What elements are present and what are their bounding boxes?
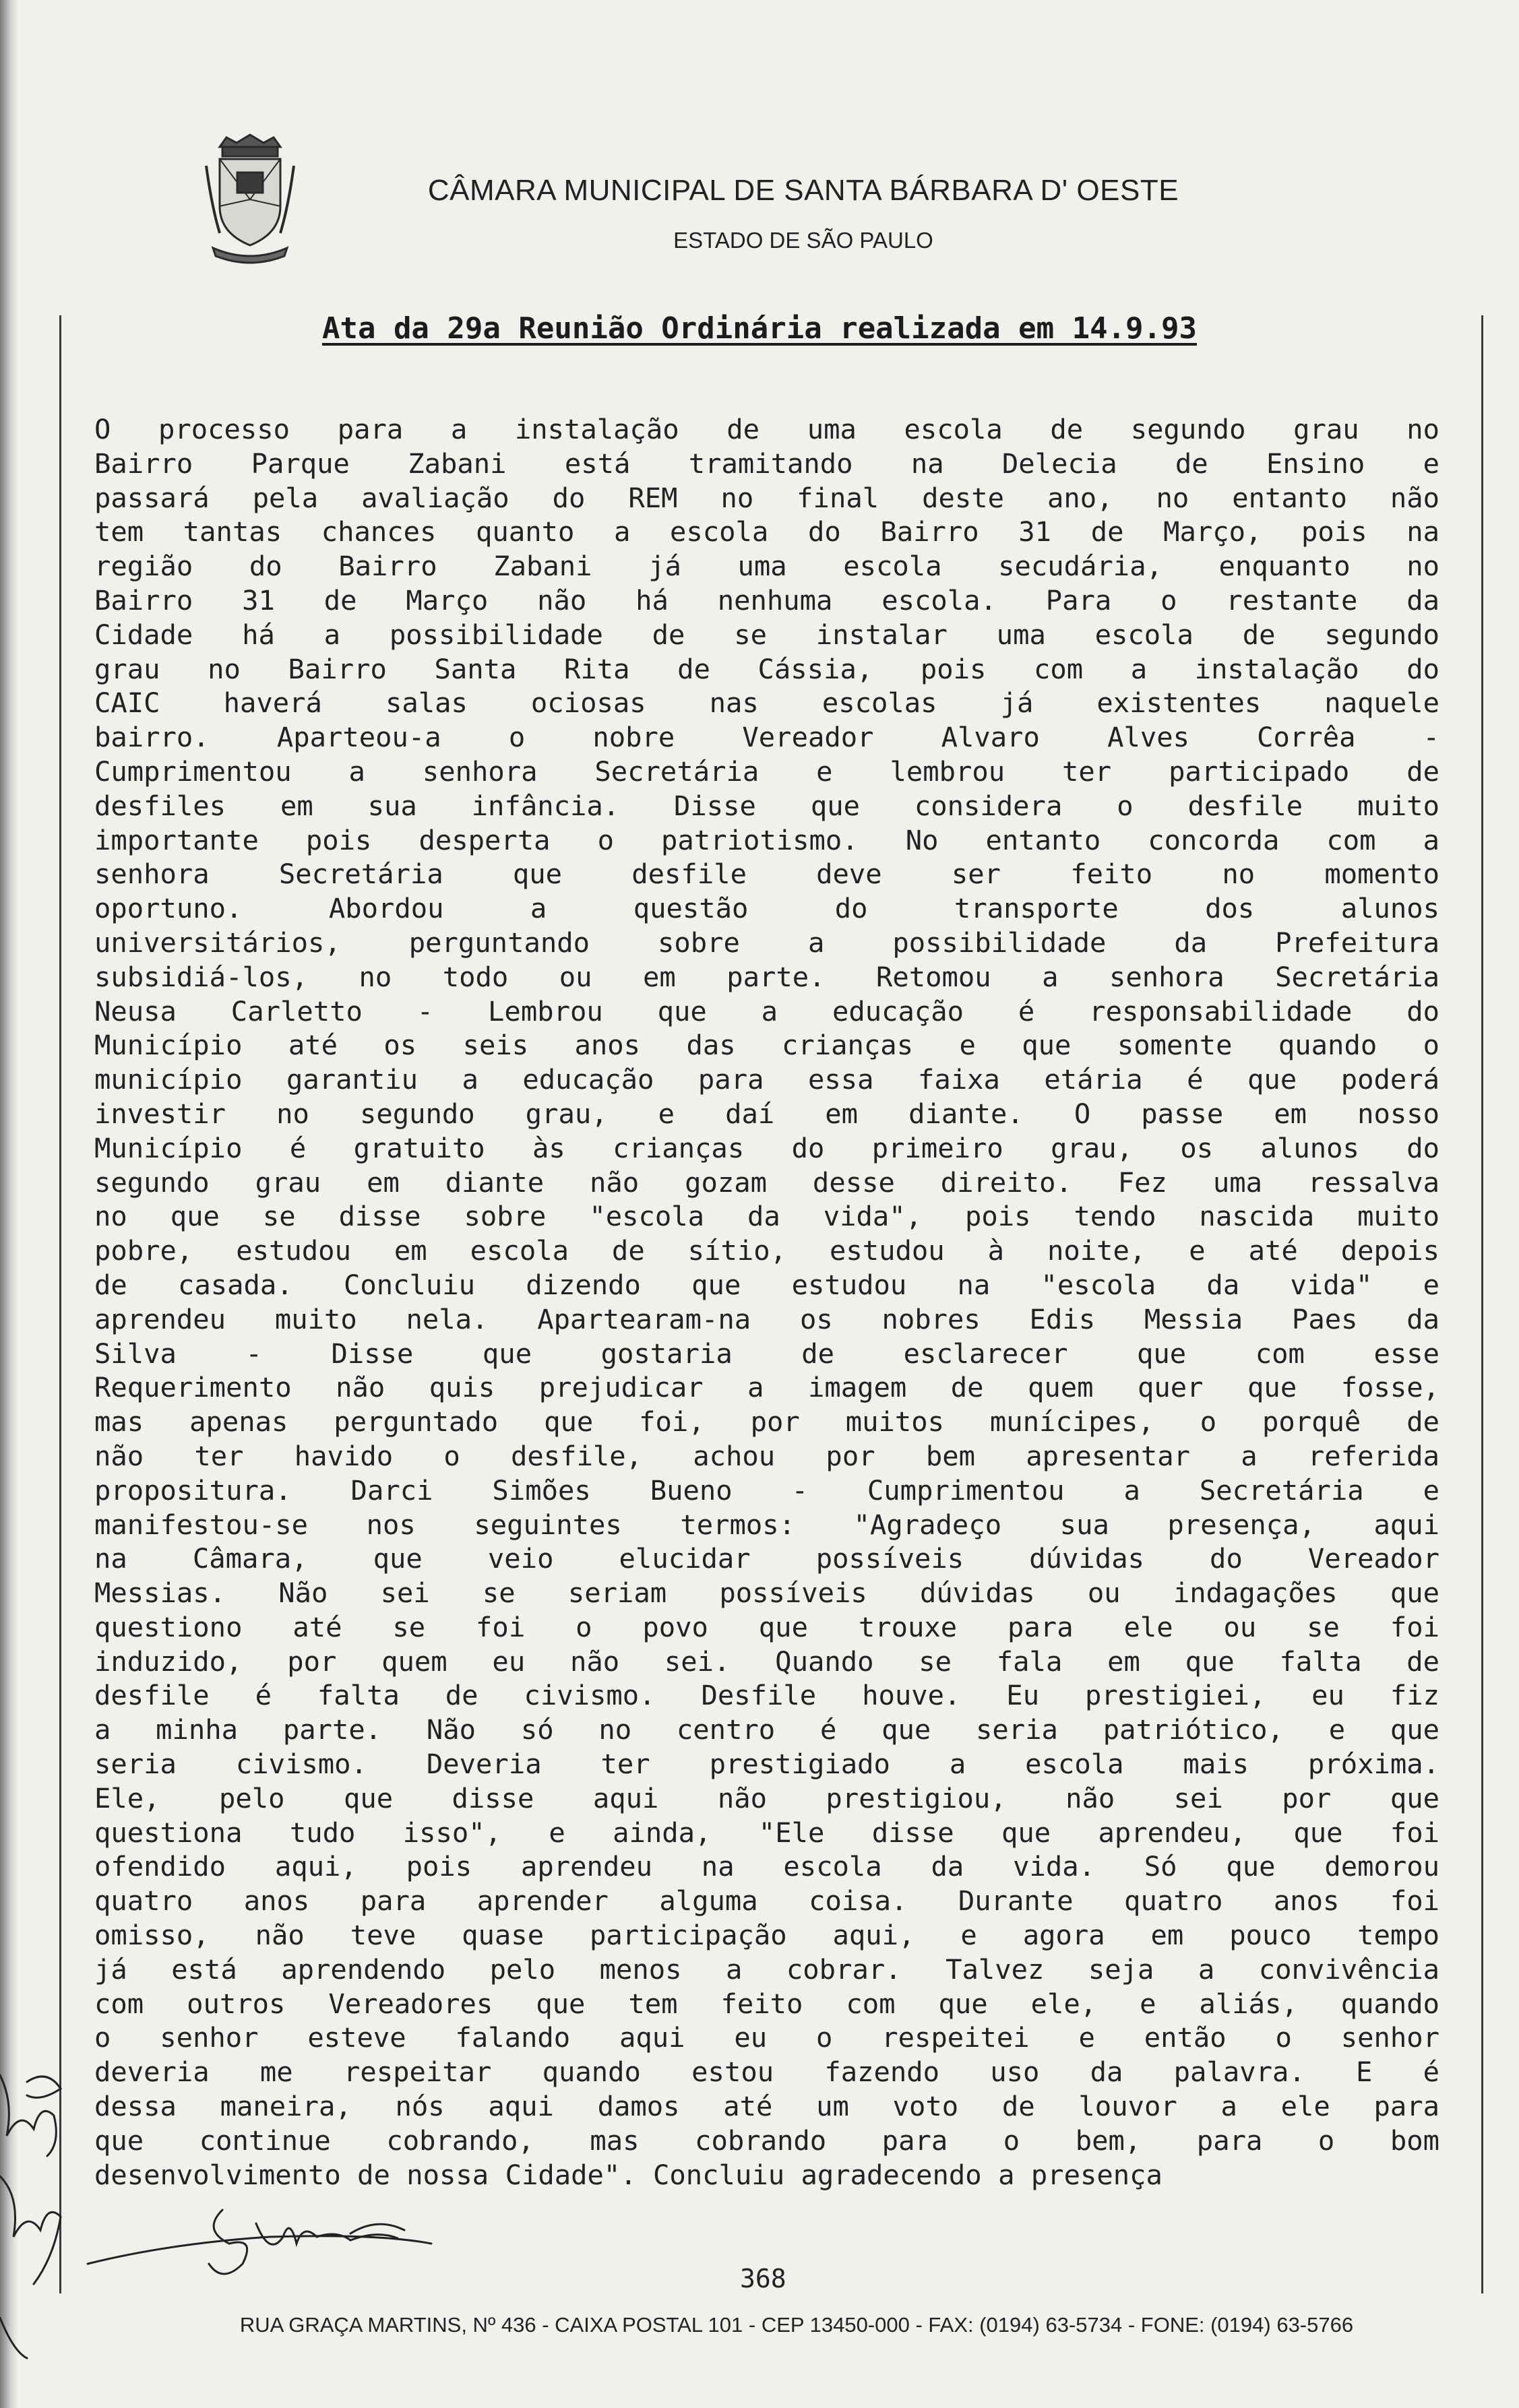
text-line: desfile é falta de civismo. Desfile houve. Eu prestigiei, eu fiz [94, 1679, 1439, 1712]
text-line: a minha parte. Não só no centro é que seria patriótico, e que [94, 1713, 1439, 1746]
text-line: de casada. Concluiu dizendo que estudou na "escola da vida" e [94, 1268, 1439, 1301]
left-margin-rule [59, 315, 61, 2293]
scan-edge [0, 0, 18, 2408]
text-line: pobre, estudou em escola de sítio, estudou à noite, e até depois [94, 1234, 1439, 1267]
text-line: mas apenas perguntado que foi, por muitos munícipes, o porquê de [94, 1405, 1439, 1438]
text-line: região do Bairro Zabani já uma escola secudária, enquanto no [94, 550, 1439, 583]
text-line: segundo grau em diante não gozam desse direito. Fez uma ressalva [94, 1166, 1439, 1199]
text-line: passará pela avaliação do REM no final deste ano, no entanto não [94, 481, 1439, 514]
text-line: bairro. Aparteou-a o nobre Vereador Alvaro Alves Corrêa - [94, 721, 1439, 754]
text-line: Município até os seis anos das crianças e que somente quando o [94, 1029, 1439, 1062]
text-line: Bairro Parque Zabani está tramitando na Delecia de Ensino e [94, 447, 1439, 480]
text-line: Cidade há a possibilidade de se instalar uma escola de segundo [94, 618, 1439, 651]
page-number: 368 [740, 2264, 786, 2293]
text-line: oportuno. Abordou a questão do transporte dos alunos [94, 892, 1439, 925]
text-line: quatro anos para aprender alguma coisa. Durante quatro anos foi [94, 1884, 1439, 1918]
state-name: ESTADO DE SÃO PAULO [673, 228, 933, 253]
text-line: com outros Vereadores que tem feito com que ele, e aliás, quando [94, 1987, 1439, 2020]
text-line: subsidiá-los, no todo ou em parte. Retomou a senhora Secretária [94, 960, 1439, 993]
text-line: induzido, por quem eu não sei. Quando se fala em que falta de [94, 1645, 1439, 1678]
text-line: universitários, perguntando sobre a possibilidade da Prefeitura [94, 926, 1439, 959]
text-line: O processo para a instalação de uma escola de segundo grau no [94, 413, 1439, 445]
text-line: importante pois desperta o patriotismo. No entanto concorda com a [94, 823, 1439, 856]
text-line: Ele, pelo que disse aqui não prestigiou, não sei por que [94, 1781, 1439, 1814]
footer-address: RUA GRAÇA MARTINS, Nº 436 - CAIXA POSTAL 101 - CEP 13450-000 - FAX: (0194) 63-5734 - FONE: (0194) 63-5766 [239, 2313, 1354, 2337]
text-line: propositura. Darci Simões Bueno - Cumprimentou a Secretária e [94, 1474, 1439, 1507]
text-line: desfiles em sua infância. Disse que considera o desfile muito [94, 789, 1439, 822]
text-line: senhora Secretária que desfile deve ser feito no momento [94, 858, 1439, 891]
text-line: não ter havido o desfile, achou por bem apresentar a referida [94, 1439, 1439, 1472]
text-line: dessa maneira, nós aqui damos até um voto de louvor a ele para [94, 2090, 1439, 2123]
text-line: o senhor esteve falando aqui eu o respeitei e então o senhor [94, 2021, 1439, 2054]
minutes-body [94, 412, 1439, 2192]
text-line: já está aprendendo pelo menos a cobrar. Talvez seja a convivência [94, 1953, 1439, 1986]
minutes-title: Ata da 29a Reunião Ordinária realizada em 14.9.93 [321, 311, 1198, 346]
text-line: Bairro 31 de Março não há nenhuma escola. Para o restante da [94, 583, 1439, 616]
right-margin-rule [1481, 315, 1483, 2293]
text-line: no que se disse sobre "escola da vida", pois tendo nascida muito [94, 1200, 1439, 1233]
text-line: Município é gratuito às crianças do primeiro grau, os alunos do [94, 1131, 1439, 1164]
text-line: CAIC haverá salas ociosas nas escolas já existentes naquele [94, 687, 1439, 720]
text-line: aprendeu muito nela. Apartearam-na os nobres Edis Messia Paes da [94, 1302, 1439, 1335]
text-line: Cumprimentou a senhora Secretária e lembrou ter participado de [94, 755, 1439, 788]
text-line: questiona tudo isso", e ainda, "Ele disse que aprendeu, que foi [94, 1816, 1439, 1849]
text-line: grau no Bairro Santa Rita de Cássia, pois com a instalação do [94, 652, 1439, 685]
text-line: tem tantas chances quanto a escola do Bairro 31 de Março, pois na [94, 515, 1439, 548]
text-line: deveria me respeitar quando estou fazendo uso da palavra. E é [94, 2056, 1439, 2089]
text-line: seria civismo. Deveria ter prestigiado a escola mais próxima. [94, 1748, 1439, 1781]
institution-name: CÂMARA MUNICIPAL DE SANTA BÁRBARA D' OESTE [427, 174, 1179, 207]
text-line: Messias. Não sei se seriam possíveis dúvidas ou indagações que [94, 1577, 1439, 1610]
text-line: ofendido aqui, pois aprendeu na escola da vida. Só que demorou [94, 1850, 1439, 1883]
text-line: município garantiu a educação para essa faixa etária é que poderá [94, 1063, 1439, 1096]
text-line: questiono até se foi o povo que trouxe para ele ou se foi [94, 1610, 1439, 1643]
text-line: omisso, não teve quase participação aqui, e agora em pouco tempo [94, 1919, 1439, 1952]
text-line: Neusa Carletto - Lembrou que a educação é responsabilidade do [94, 994, 1439, 1027]
text-line: que continue cobrando, mas cobrando para o bem, para o bom [94, 2124, 1439, 2157]
text-line: Requerimento não quis prejudicar a imagem de quem quer que fosse, [94, 1371, 1439, 1404]
text-line: na Câmara, que veio elucidar possíveis dúvidas do Vereador [94, 1542, 1439, 1575]
text-line: Silva - Disse que gostaria de esclarecer que com esse [94, 1337, 1439, 1370]
text-line: investir no segundo grau, e daí em diante. O passe em nosso [94, 1097, 1439, 1130]
text-line: desenvolvimento de nossa Cidade". Concluiu agradecendo a presença [94, 2158, 1162, 2191]
text-line: manifestou-se nos seguintes termos: "Agradeço sua presença, aqui [94, 1508, 1439, 1541]
